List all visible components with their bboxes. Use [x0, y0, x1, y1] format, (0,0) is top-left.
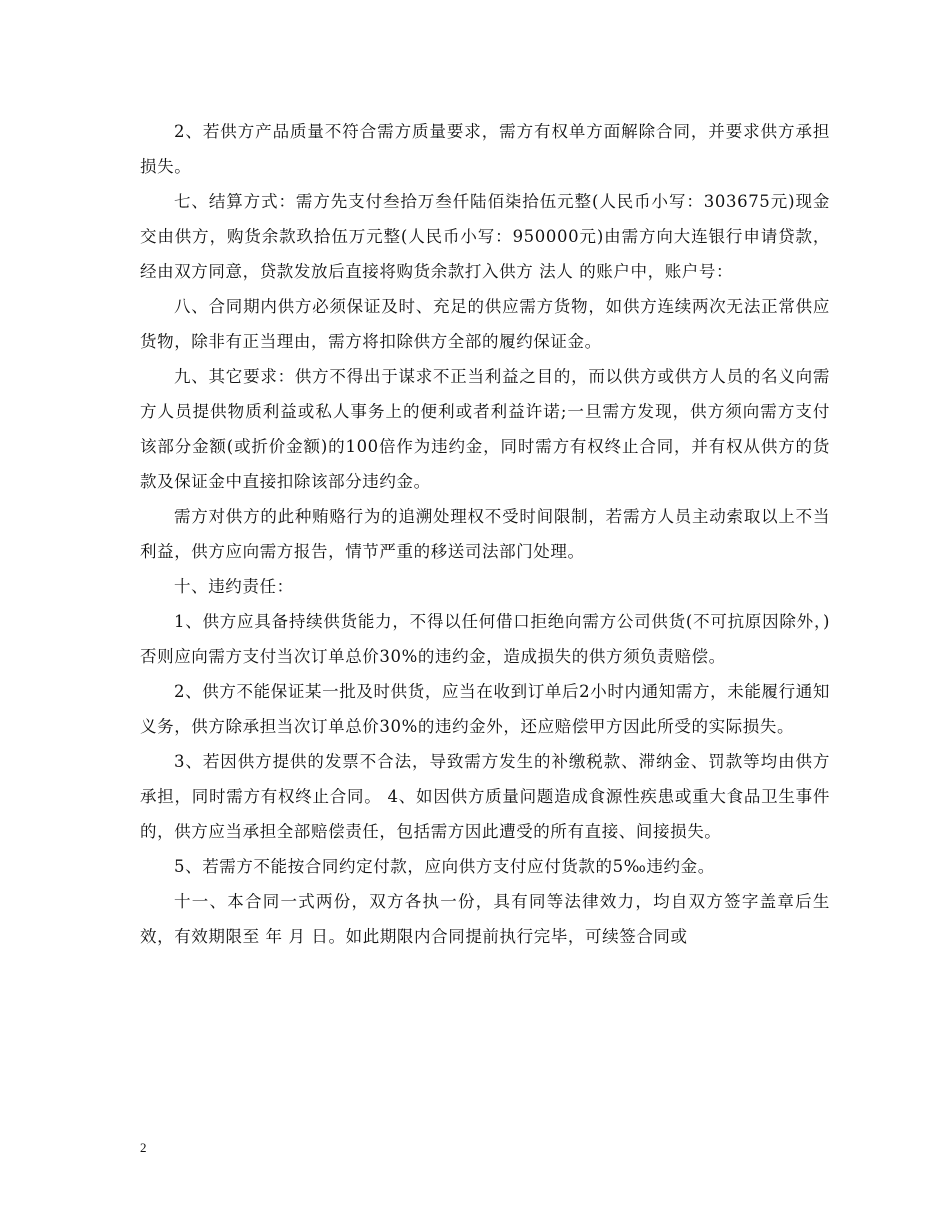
paragraph-breach-item-2: 2、供方不能保证某一批及时供货，应当在收到订单后2小时内通知需方，未能履行通知义务，供方除承担当次订单总价30%的违约金外，还应赔偿甲方因此所受的实际损失。: [140, 682, 830, 736]
paragraph-supply-guarantee: 八、合同期内供方必须保证及时、充足的供应需方货物，如供方连续两次无法正常供应货物，除非有正当理由，需方将扣除供方全部的履约保证金。: [140, 297, 830, 351]
paragraph-settlement-method: 七、结算方式：需方先支付叁拾万叁仟陆佰柒拾伍元整(人民币小写：303675元)现金交由供方，购货余款玖拾伍万元整(人民币小写：950000元)由需方向大连银行申请贷款，经由双方同意，贷款发放后直接将购货余款打入供方 法人 的账户中，账户号：: [140, 192, 830, 281]
paragraph-breach-item-5: 5、若需方不能按合同约定付款，应向供方支付应付货款的5‰违约金。: [174, 857, 715, 876]
paragraph-other-requirements: 九、其它要求：供方不得出于谋求不正当利益之目的，而以供方或供方人员的名义向需方人员提供物质利益或私人事务上的便利或者利益许诺;一旦需方发现，供方须向需方支付该部分金额(或折价金额)的100倍作为违约金，同时需方有权终止合同，并有权从供方的货款及保证金中直接扣除该部分违约金。: [140, 367, 830, 491]
paragraph-breach-heading: 十、违约责任：: [174, 577, 294, 596]
page-number: 2: [140, 1140, 147, 1155]
paragraph-bribery-handling: 需方对供方的此种贿赂行为的追溯处理权不受时间限制，若需方人员主动索取以上不当利益，供方应向需方报告，情节严重的移送司法部门处理。: [140, 507, 830, 561]
paragraph-breach-item-3-4: 3、若因供方提供的发票不合法，导致需方发生的补缴税款、滞纳金、罚款等均由供方承担，同时需方有权终止合同。 4、如因供方质量问题造成食源性疾患或重大食品卫生事件的，供方应当承担全部赔偿责任，包括需方因此遭受的所有直接、间接损失。: [140, 752, 830, 841]
document-body: [140, 114, 830, 954]
paragraph-breach-item-1: 1、供方应具备持续供货能力，不得以任何借口拒绝向需方公司供货(不可抗原因除外，)否则应向需方支付当次订单总价30%的违约金，造成损失的供方须负责赔偿。: [140, 612, 830, 666]
paragraph-quality-termination: 2、若供方产品质量不符合需方质量要求，需方有权单方面解除合同，并要求供方承担损失。: [140, 122, 830, 176]
paragraph-contract-copies: 十一、本合同一式两份，双方各执一份，具有同等法律效力，均自双方签字盖章后生效，有效期限至 年 月 日。如此期限内合同提前执行完毕，可续签合同或: [140, 892, 830, 946]
